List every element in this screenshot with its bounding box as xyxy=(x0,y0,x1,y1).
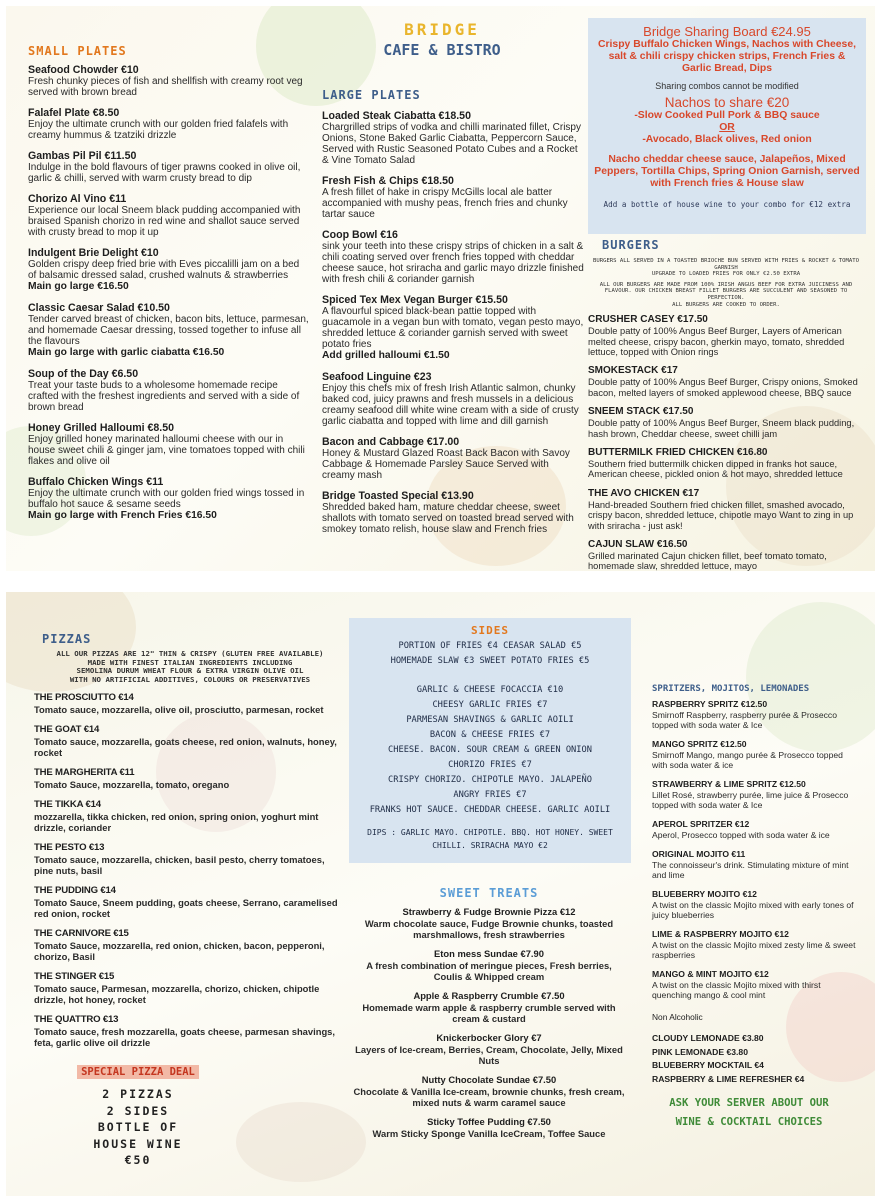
menu-item-name: Apple & Raspberry Crumble €7.50 xyxy=(413,990,565,1001)
menu-item-name: Buffalo Chicken Wings €11 xyxy=(28,476,164,488)
menu-item-name: APEROL SPRITZER €12 xyxy=(652,819,750,829)
menu-item-upgrade: Add grilled halloumi €1.50 xyxy=(322,350,450,361)
menu-item-name: ORIGINAL MOJITO €11 xyxy=(652,849,746,859)
sharing-board-box xyxy=(588,18,866,234)
side-item xyxy=(349,669,631,683)
menu-item xyxy=(652,698,860,730)
side-item: HOMEMADE SLAW €3 SWEET POTATO FRIES €5 xyxy=(390,656,590,666)
sweet-treats-heading: SWEET TREATS xyxy=(439,886,539,900)
menu-item-desc: Chocolate & Vanilla Ice-cream, brownie chunks, fresh cream, mixed nuts & warm caramel sauce xyxy=(353,1086,625,1108)
menu-item-desc: A twist on the classic Mojito mixed with early tones of juicy blueberries xyxy=(652,900,854,920)
large-plates-list xyxy=(322,110,584,535)
menu-item-desc: Treat your taste buds to a wholesome homemade recipe crafted with the freshest ingredients and served with a side of brown bread xyxy=(28,380,300,413)
ask-line: ASK YOUR SERVER ABOUT OUR xyxy=(669,1097,829,1109)
menu-item-name: Classic Caesar Salad €10.50 xyxy=(28,302,170,314)
menu-item-name: THE PESTO €13 xyxy=(34,842,105,854)
menu-item-desc: Homemade warm apple & raspberry crumble served with cream & custard xyxy=(362,1002,616,1024)
menu-item-desc: Tomato sauce, Parmesan, mozzarella, chorizo, chicken, chipotle drizzle, hot honey, rocket xyxy=(34,983,320,1006)
small-plates-heading: SMALL PLATES xyxy=(28,44,127,58)
menu-item-desc: Tomato Sauce, mozzarella, tomato, oregano xyxy=(34,779,230,791)
small-plates-section xyxy=(28,44,310,531)
menu-page-one xyxy=(6,6,875,571)
menu-item-desc: Indulge in the bold flavours of tiger prawns cooked in olive oil, garlic & chilli, served with warm crusty bread to dip xyxy=(28,162,301,184)
menu-item xyxy=(322,294,584,362)
menu-item-name: THE STINGER €15 xyxy=(34,971,115,983)
soft-drink-item: PINK LEMONADE €3.80 xyxy=(652,1046,748,1057)
menu-item-name: BLUEBERRY MOJITO €12 xyxy=(652,889,757,899)
menu-item-desc: Smirnoff Raspberry, raspberry purée & Prosecco topped with soda water & Ice xyxy=(652,710,838,730)
menu-item xyxy=(352,1116,626,1139)
burgers-note-line: ALL OUR BURGERS ARE MADE FROM 100% IRISH ANGUS BEEF FOR EXTRA JUICINESS AND FLAVOUR. OUR CHICKEN BREAST FILLET BURGERS ARE SUCCULENT AND SEASONED TO PERFECTION. xyxy=(599,281,853,301)
menu-item-desc: Tender carved breast of chicken, bacon bits, lettuce, parmesan, and homemade Caesar dressing, tossed together to infuse all the flavours xyxy=(28,314,309,347)
sweet-treats-section xyxy=(352,886,626,1147)
menu-item-desc: The connoisseur's drink. Stimulating mixture of mint and lime xyxy=(652,860,849,880)
menu-item xyxy=(588,365,864,398)
pizzas-note-line: ALL OUR PIZZAS ARE 12" THIN & CRISPY (GLUTEN FREE AVAILABLE) xyxy=(56,649,324,658)
menu-item-desc: Enjoy grilled honey marinated halloumi cheese with our in house sweet chili & ginger jam, vine tomatoes topped with chili flakes and olive oil xyxy=(28,434,305,467)
menu-item xyxy=(652,778,860,810)
menu-item-desc: Double patty of 100% Angus Beef Burger, Layers of American melted cheese, crispy bacon, gherkin mayo, tomato, shredded lettuce, topped with Onion rings xyxy=(588,326,845,357)
page-gap xyxy=(0,572,881,592)
menu-item-desc: Tomato sauce, mozzarella, chicken, basil pesto, cherry tomatoes, pine nuts, basil xyxy=(34,854,325,877)
burgers-note xyxy=(588,258,864,308)
pizzas-section xyxy=(34,632,346,1057)
menu-item xyxy=(28,193,310,238)
menu-item-upgrade: Main go large €16.50 xyxy=(28,281,129,292)
menu-item xyxy=(652,968,860,1000)
menu-item xyxy=(352,990,626,1024)
drinks-heading: SPRITZERS, MOJITOS, LEMONADES xyxy=(652,684,810,694)
brand-line2: CAFE & BISTRO xyxy=(383,41,501,59)
menu-item xyxy=(28,107,310,141)
ask-line: WINE & COCKTAIL CHOICES xyxy=(675,1116,823,1128)
menu-item-desc: Shredded baked ham, mature cheddar cheese, sweet shallots with tomato served on toasted bread served with smokey tomato relish, house slaw and French fries xyxy=(322,502,574,535)
drinks-section xyxy=(652,684,860,1086)
menu-item xyxy=(34,692,346,715)
soft-drink-item: BLUEBERRY MOCKTAIL €4 xyxy=(652,1060,764,1070)
side-item: PORTION OF FRIES €4 CEASAR SALAD €5 xyxy=(398,641,582,651)
menu-item-desc: mozzarella, tikka chicken, red onion, spring onion, yoghurt mint drizzle, coriander xyxy=(34,811,319,834)
menu-item xyxy=(28,150,310,184)
menu-item-desc: Double patty of 100% Angus Beef Burger, Crispy onions, Smoked bacon, melted layers of smoked applewood cheese, BBQ sauce xyxy=(588,377,858,398)
menu-item-name: Bacon and Cabbage €17.00 xyxy=(322,436,460,448)
decor-diners xyxy=(236,1102,366,1182)
menu-item xyxy=(352,948,626,982)
side-item: CHORIZO FRIES €7 xyxy=(448,760,532,770)
menu-item-desc: A twist on the classic Mojito mixed zesty lime & sweet raspberries xyxy=(652,940,856,960)
menu-item-name: Soup of the Day €6.50 xyxy=(28,368,139,380)
side-item: CHEESY GARLIC FRIES €7 xyxy=(432,700,548,710)
menu-item xyxy=(652,818,860,840)
menu-item-name: THE TIKKA €14 xyxy=(34,799,101,811)
sides-box xyxy=(349,618,631,863)
menu-item xyxy=(34,928,346,962)
menu-item-name: THE PROSCIUTTO €14 xyxy=(34,692,134,704)
menu-item-desc: Lillet Rosé, strawberry purée, lime juice & Prosecco topped with soda water & Ice xyxy=(652,790,849,810)
menu-item-desc: Warm chocolate sauce, Fudge Brownie chunks, toasted marshmallows, fresh strawberries xyxy=(364,918,614,940)
menu-item-name: Knickerbocker Glory €7 xyxy=(436,1032,542,1043)
menu-item-desc: Aperol, Prosecco topped with soda water & ice xyxy=(652,830,830,840)
menu-item-desc: Golden crispy deep fried brie with Eves piccalilli jam on a bed of balsamic dressed salad, crushed walnuts & strawberries xyxy=(28,259,300,281)
menu-item xyxy=(652,928,860,960)
menu-item xyxy=(34,971,346,1005)
large-plates-heading: LARGE PLATES xyxy=(322,88,421,102)
nachos-desc: Nacho cheddar cheese sauce, Jalapeños, Mixed Peppers, Tortilla Chips, Spring Onion Garnish, served with French fries & House slaw xyxy=(594,154,860,189)
burgers-list xyxy=(588,314,864,571)
burgers-note-line: ALL BURGERS ARE COOKED TO ORDER. xyxy=(672,301,780,308)
menu-item-name: CAJUN SLAW €16.50 xyxy=(588,539,688,551)
pizzas-note-line: SEMOLINA DURUM WHEAT FLOUR & EXTRA VIRGIN OLIVE OIL xyxy=(76,666,304,676)
menu-item xyxy=(588,406,864,439)
menu-item-name: Honey Grilled Halloumi €8.50 xyxy=(28,422,175,434)
sides-heading: SIDES xyxy=(470,624,510,637)
menu-item xyxy=(34,767,346,790)
menu-item-name: Gambas Pil Pil €11.50 xyxy=(28,150,137,162)
menu-item-name: BUTTERMILK FRIED CHICKEN €16.80 xyxy=(588,447,768,458)
menu-item xyxy=(322,229,584,285)
menu-item xyxy=(28,302,310,359)
menu-item xyxy=(34,724,346,758)
pizzas-note-line: MADE WITH FINEST ITALIAN INGREDIENTS INCLUDING xyxy=(87,657,293,667)
menu-item-name: Nutty Chocolate Sundae €7.50 xyxy=(421,1074,557,1085)
menu-item-name: Eton mess Sundae €7.90 xyxy=(434,948,544,959)
menu-item-name: THE QUATTRO €13 xyxy=(34,1014,119,1026)
menu-item-desc: Double patty of 100% Angus Beef Burger, Sneem black pudding, hash brown, Cheddar cheese, sweet chilli jam xyxy=(588,418,855,439)
menu-item xyxy=(352,1032,626,1066)
side-item: CHEESE. BACON. SOUR CREAM & GREEN ONION xyxy=(388,745,592,755)
menu-item-desc: Tomato sauce, mozzarella, goats cheese, red onion, walnuts, honey, rocket xyxy=(34,736,337,759)
menu-item xyxy=(352,906,626,940)
pizza-deal-line: HOUSE WINE xyxy=(93,1136,183,1151)
menu-item-name: Indulgent Brie Delight €10 xyxy=(28,247,159,259)
menu-item-name: Fresh Fish & Chips €18.50 xyxy=(322,175,454,187)
menu-item-name: MANGO SPRITZ €12.50 xyxy=(652,739,747,749)
menu-item xyxy=(322,110,584,166)
menu-item-upgrade: Main go large with French Fries €16.50 xyxy=(28,510,217,521)
sharing-title: Bridge Sharing Board €24.95 xyxy=(643,24,811,39)
soft-drink-item: CLOUDY LEMONADE €3.80 xyxy=(652,1033,764,1043)
menu-item-name: Strawberry & Fudge Brownie Pizza €12 xyxy=(402,906,576,917)
menu-item-desc: A flavourful spiced black-bean pattie topped with guacamole in a vegan bun with tomato, vegan pesto mayo, shredded lettuce & coriander garnish served with sweet potato fries xyxy=(322,306,584,350)
menu-item-desc: Tomato Sauce, Sneem pudding, goats cheese, Serrano, caramelised red onion, rocket xyxy=(34,897,338,920)
menu-item-name: LIME & RASPBERRY MOJITO €12 xyxy=(652,929,789,939)
wine-addon: Add a bottle of house wine to your combo for €12 extra xyxy=(603,200,851,209)
menu-item-desc: Layers of Ice-cream, Berries, Cream, Chocolate, Jelly, Mixed Nuts xyxy=(355,1044,623,1066)
pizza-deal-line: 2 PIZZAS xyxy=(102,1087,174,1101)
sharing-note: Sharing combos cannot be modified xyxy=(655,81,799,91)
menu-item-name: THE AVO CHICKEN €17 xyxy=(588,487,700,499)
burgers-note-line: BURGERS ALL SERVED IN A TOASTED BRIOCHE BUN SERVED WITH FRIES & ROCKET & TOMATO GARNISH xyxy=(592,258,860,271)
menu-item-name: MANGO & MINT MOJITO €12 xyxy=(652,969,769,979)
menu-item-desc: A fresh fillet of hake in crispy McGills local ale batter accompanied with mushy peas, french fries and chunky tartar sauce xyxy=(322,187,568,220)
menu-item xyxy=(28,64,310,98)
menu-page-two xyxy=(6,592,875,1196)
side-item: FRANKS HOT SAUCE. CHEDDAR CHEESE. GARLIC AOILI xyxy=(369,805,611,815)
menu-item-desc: Hand-breaded Southern fried chicken fillet, smashed avocado, crispy bacon, shredded lettuce, chipotle mayo Want to zing in up with sriracha - just ask! xyxy=(588,499,854,531)
burgers-note-line: UPGRADE TO LOADED FRIES FOR ONLY €2.50 EXTRA xyxy=(651,271,801,278)
menu-item-desc: Tomato Sauce, mozzarella, red onion, chicken, bacon, pepperoni, chorizo, Basil xyxy=(34,940,325,963)
menu-item-desc: Enjoy the ultimate crunch with our golden fried falafels with creamy hummus & tzatziki drizzle xyxy=(28,119,289,141)
menu-item xyxy=(28,368,310,413)
menu-item xyxy=(34,1014,346,1048)
large-plates-section xyxy=(322,88,584,544)
brand-logo xyxy=(362,20,522,59)
soft-drink-item: RASPBERRY & LIME REFRESHER €4 xyxy=(652,1073,805,1084)
nachos-title: Nachos to share €20 xyxy=(664,95,790,110)
menu-item xyxy=(28,476,310,522)
side-item: GARLIC & CHEESE FOCACCIA €10 xyxy=(416,685,564,695)
menu-item-desc: Warm Sticky Sponge Vanilla IceCream, Toffee Sauce xyxy=(372,1128,606,1139)
menu-item-name: THE GOAT €14 xyxy=(34,724,100,736)
menu-item-desc: Honey & Mustard Glazed Roast Back Bacon with Savoy Cabbage & Homemade Parsley Sauce Served with creamy mash xyxy=(322,448,570,481)
menu-item xyxy=(322,436,584,481)
menu-item xyxy=(588,539,864,571)
menu-item-name: THE CARNIVORE €15 xyxy=(34,928,129,940)
menu-item-name: Seafood Linguine €23 xyxy=(322,371,432,383)
pizza-deal-line: €50 xyxy=(124,1153,152,1167)
menu-item-desc: Tomato sauce, mozzarella, olive oil, prosciutto, parmesan, rocket xyxy=(34,704,324,716)
menu-item-desc: Tomato sauce, fresh mozzarella, goats cheese, parmesan shavings, feta, garlic olive oil drizzle xyxy=(34,1026,335,1049)
menu-item-name: THE PUDDING €14 xyxy=(34,885,116,897)
side-item: PARMESAN SHAVINGS & GARLIC AOILI xyxy=(406,715,574,725)
drinks-list xyxy=(652,698,860,1000)
nachos-line: -Slow Cooked Pull Pork & BBQ sauce xyxy=(634,110,820,121)
menu-item-name: Loaded Steak Ciabatta €18.50 xyxy=(322,110,471,122)
sharing-desc: Crispy Buffalo Chicken Wings, Nachos with Cheese, salt & chili crispy chicken strips, French Fries & Garlic Bread, Dips xyxy=(598,39,856,74)
small-plates-list xyxy=(28,64,310,522)
menu-item-upgrade: Main go large with garlic ciabatta €16.50 xyxy=(28,347,225,358)
pizza-deal-title: SPECIAL PIZZA DEAL xyxy=(77,1065,199,1079)
menu-item xyxy=(322,371,584,427)
side-item: CRISPY CHORIZO. CHIPOTLE MAYO. JALAPEÑO xyxy=(388,775,592,785)
menu-item-name: Spiced Tex Mex Vegan Burger €15.50 xyxy=(322,294,508,306)
menu-item xyxy=(652,738,860,770)
menu-item xyxy=(28,422,310,467)
pizzas-heading: PIZZAS xyxy=(42,632,92,646)
menu-item-name: STRAWBERRY & LIME SPRITZ €12.50 xyxy=(652,779,806,789)
menu-item-name: Bridge Toasted Special €13.90 xyxy=(322,490,474,502)
nachos-line: OR xyxy=(719,122,735,133)
pizzas-note xyxy=(34,650,346,684)
menu-item-name: THE MARGHERITA €11 xyxy=(34,767,135,779)
menu-item-name: Sticky Toffee Pudding €7.50 xyxy=(427,1116,551,1127)
non-alcoholic-label: Non Alcoholic xyxy=(652,1012,703,1022)
sides-list xyxy=(349,639,631,818)
menu-item xyxy=(322,175,584,220)
menu-item xyxy=(588,314,864,357)
sweet-treats-list xyxy=(352,906,626,1139)
menu-item xyxy=(34,842,346,876)
menu-item xyxy=(652,848,860,880)
menu-item-name: Chorizo Al Vino €11 xyxy=(28,193,127,205)
ask-server-note xyxy=(654,1094,844,1132)
menu-item-desc: Enjoy this chefs mix of fresh Irish Atlantic salmon, chunky baked cod, juicy prawns and fresh mussels in a delicious creamy seafood dill white wine cream with a side of crusty garlic ciabatta and topped with lime and dill garnish xyxy=(322,383,579,427)
menu-item xyxy=(34,885,346,919)
brand-line1: BRIDGE xyxy=(404,20,480,39)
menu-item-name: SNEEM STACK €17.50 xyxy=(588,406,694,418)
menu-item xyxy=(588,488,864,531)
menu-item-desc: Smirnoff Mango, mango purée & Prosecco topped with soda water & ice xyxy=(652,750,843,770)
soft-drinks-list xyxy=(652,1032,860,1086)
menu-item xyxy=(34,799,346,833)
burgers-section xyxy=(588,238,864,571)
menu-item-name: Coop Bowl €16 xyxy=(322,229,398,241)
menu-item xyxy=(652,888,860,920)
pizza-deal xyxy=(66,1062,210,1174)
menu-item-name: CRUSHER CASEY €17.50 xyxy=(588,314,708,326)
pizza-deal-line: BOTTLE OF xyxy=(97,1120,179,1134)
burgers-heading: BURGERS xyxy=(602,238,660,252)
menu-item-name: Falafel Plate €8.50 xyxy=(28,107,120,119)
side-item: BACON & CHEESE FRIES €7 xyxy=(429,730,551,740)
menu-item-name: SMOKESTACK €17 xyxy=(588,365,678,377)
pizzas-list xyxy=(34,692,346,1048)
menu-item-desc: sink your teeth into these crispy strips of chicken in a salt & chili coating served over french fries topped with cheddar cheese sauce, hot sriracha and garlic mayo drizzle finished with fresh chili & coriander garnish xyxy=(322,241,584,285)
menu-item-desc: A fresh combination of meringue pieces, Fresh berries, Coulis & Whipped cream xyxy=(366,960,612,982)
pizza-deal-line: 2 SIDES xyxy=(106,1103,170,1118)
nachos-line: -Avocado, Black olives, Red onion xyxy=(642,134,812,145)
menu-item xyxy=(352,1074,626,1108)
menu-item xyxy=(322,490,584,535)
menu-item-desc: Experience our local Sneem black pudding accompanied with braised Spanish chorizo in red wine and shallot sauce served with crusty bread to mop it up xyxy=(28,205,301,238)
menu-item-desc: Enjoy the ultimate crunch with our golden fried wings tossed in buffalo hot sauce & sesame seeds xyxy=(28,488,305,510)
menu-item-name: RASPBERRY SPRITZ €12.50 xyxy=(652,699,768,709)
side-item: ANGRY FRIES €7 xyxy=(453,790,527,800)
menu-item xyxy=(588,447,864,480)
menu-item xyxy=(28,247,310,293)
pizzas-note-line: WITH NO ARTIFICIAL ADDITIVES, COLOURS OR PRESERVATIVES xyxy=(69,674,311,684)
menu-item-desc: A twist on the classic Mojito mixed with thirst quenching mango & cool mint xyxy=(652,980,821,1000)
sides-dips: DIPS : GARLIC MAYO. CHIPOTLE. BBQ. HOT HONEY. SWEET CHILLI. SRIRACHA MAYO €2 xyxy=(367,828,613,850)
menu-item-desc: Grilled marinated Cajun chicken fillet, beef tomato tomato, homemade slaw, shredded lettuce, mayo xyxy=(588,551,827,571)
menu-item-desc: Fresh chunky pieces of fish and shellfish with creamy root veg served with brown bread xyxy=(28,76,303,98)
menu-item-name: Seafood Chowder €10 xyxy=(28,64,139,76)
menu-item-desc: Southern fried buttermilk chicken dipped in franks hot sauce, American cheese, pickled onion & hot mayo, shredded lettuce xyxy=(588,459,843,480)
menu-item-desc: Chargrilled strips of vodka and chilli marinated fillet, Crispy Onions, Stone Baked Garlic Ciabatta, Peppercorn Sauce, Served with Rustic Seasoned Potato Cubes and a Rocket & Vine Tomato Salad xyxy=(322,122,581,166)
